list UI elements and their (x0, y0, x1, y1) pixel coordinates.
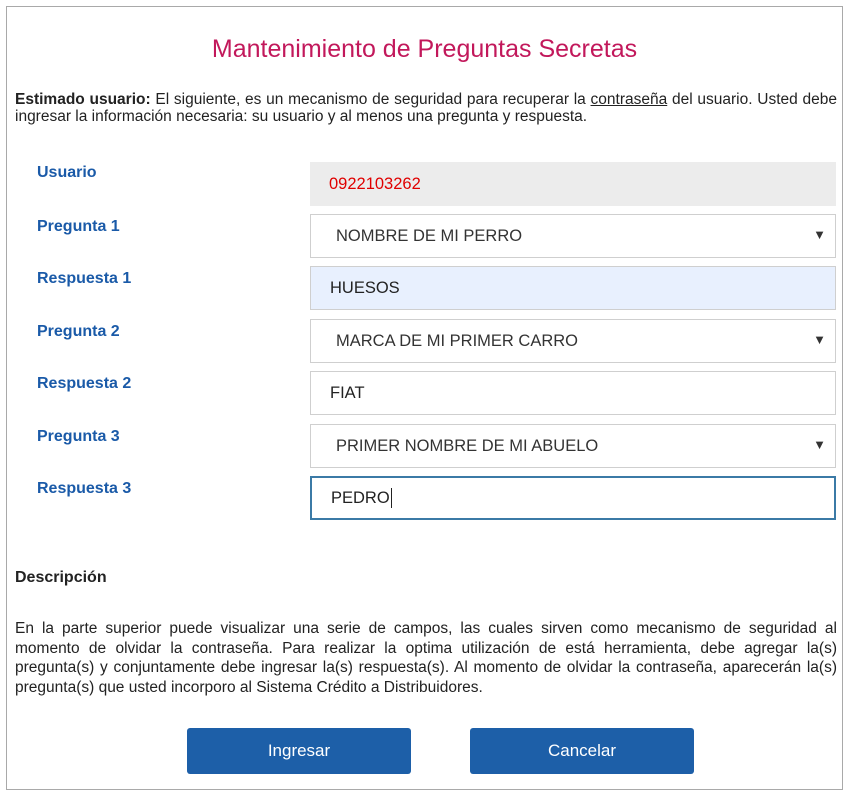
cancelar-button[interactable]: Cancelar (470, 728, 694, 774)
pregunta3-select[interactable] (310, 424, 836, 468)
description-text: En la parte superior puede visualizar una serie de campos, las cuales sirven como mecanismo de seguridad al momento de olvidar la contraseña. Para realizar la optima utilización de está herramienta, debe agregar la(s) pregunta(s) y conjuntamente debe ingresar la(s) respuesta(s). Al momento de olvidar la contraseña, aparecerán la(s) pregunta(s) que usted incorporo al Sistema Crédito a Distribuidores. (15, 620, 837, 696)
intro-text-after: del usuario. Usted debe ingresar la información necesaria: su usuario y al menos una pregunta y respuesta. (15, 91, 837, 125)
pregunta2-value: MARCA DE MI PRIMER CARRO (336, 331, 579, 350)
pregunta1-label: Pregunta 1 (37, 218, 120, 235)
pregunta2-select[interactable] (310, 319, 836, 363)
pregunta1-select[interactable] (310, 214, 836, 258)
intro-text-before: El siguiente, es un mecanismo de seguridad para recuperar la (150, 91, 591, 108)
respuesta3-value: PEDRO (331, 488, 390, 507)
respuesta1-label: Respuesta 1 (37, 270, 132, 287)
pregunta2-label: Pregunta 2 (37, 323, 120, 340)
ingresar-button[interactable]: Ingresar (187, 728, 411, 774)
text-cursor (391, 488, 392, 508)
respuesta2-label: Respuesta 2 (37, 375, 132, 392)
page-title: Mantenimiento de Preguntas Secretas (211, 35, 638, 63)
respuesta2-value: FIAT (330, 383, 365, 402)
intro-bold: Estimado usuario: (15, 91, 151, 108)
main-panel (6, 6, 843, 790)
intro-text (15, 91, 837, 125)
usuario-label: Usuario (37, 164, 97, 181)
respuesta3-input[interactable] (310, 476, 836, 520)
chevron-down-icon: ▼ (813, 332, 826, 347)
description-heading: Descripción (15, 569, 107, 586)
respuesta1-input[interactable] (310, 266, 836, 310)
chevron-down-icon: ▼ (813, 437, 826, 452)
respuesta3-label: Respuesta 3 (37, 480, 132, 497)
pregunta1-value: NOMBRE DE MI PERRO (336, 226, 523, 245)
chevron-down-icon: ▼ (813, 227, 826, 242)
password-link[interactable]: contraseña (590, 91, 668, 108)
pregunta3-value: PRIMER NOMBRE DE MI ABUELO (336, 436, 599, 455)
pregunta3-label: Pregunta 3 (37, 428, 120, 445)
respuesta1-value: HUESOS (330, 278, 400, 297)
respuesta2-input[interactable] (310, 371, 836, 415)
usuario-field (310, 162, 836, 206)
usuario-value: 0922103262 (329, 174, 421, 193)
